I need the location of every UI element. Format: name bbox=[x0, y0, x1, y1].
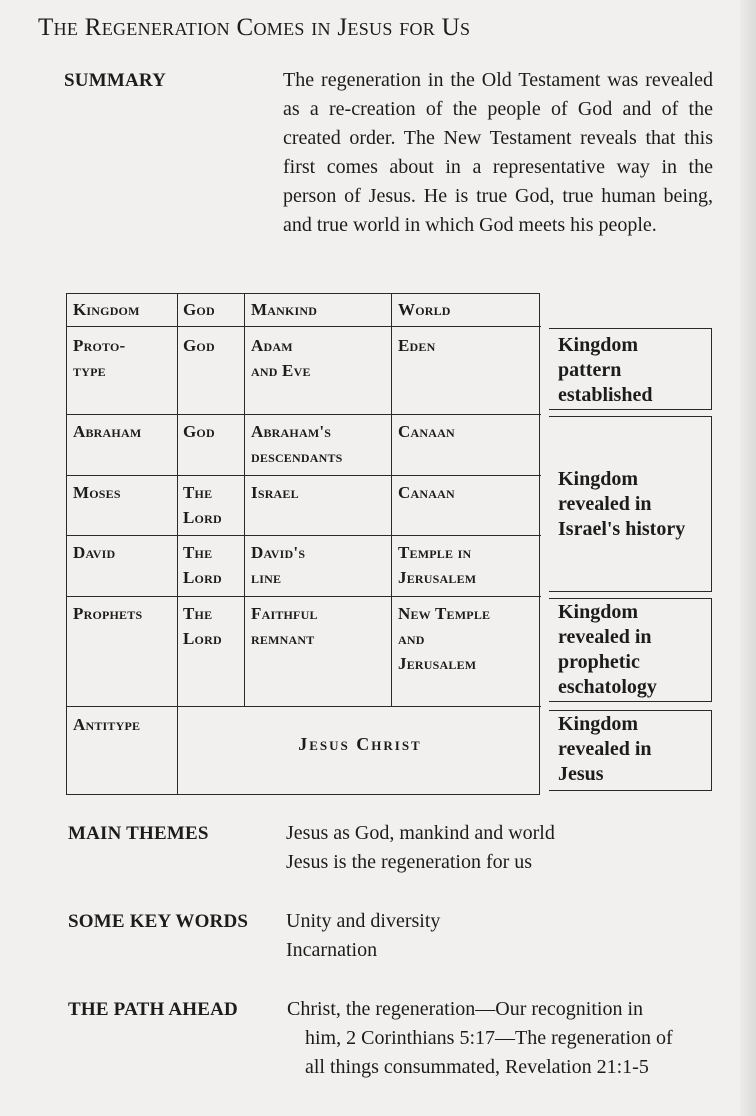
cell-god: The Lord bbox=[183, 543, 222, 587]
kingdom-table bbox=[66, 293, 540, 795]
row-label-david: David bbox=[73, 543, 116, 562]
row-label-moses: Moses bbox=[73, 483, 121, 502]
table-rule bbox=[67, 535, 541, 536]
page-edge-shadow bbox=[740, 0, 756, 1116]
cell-mankind: Israel bbox=[251, 483, 299, 502]
side-note-prophetic: Kingdom revealed in prophetic eschatology bbox=[549, 598, 712, 702]
side-note-jesus: Kingdom revealed in Jesus bbox=[549, 710, 712, 791]
table-rule bbox=[67, 706, 541, 707]
main-theme-item: Jesus as God, mankind and world bbox=[286, 822, 555, 844]
summary-text: The regeneration in the Old Testament was revealed as a re-creation of the people of God and of the created order. The New Testament reveals that this first comes about in a representative way in the person of Jesus. He is true God, true human being, and true world in which God meets his people. bbox=[283, 69, 713, 236]
main-themes-label: MAIN THEMES bbox=[68, 823, 209, 844]
row-label-prototype: Proto- type bbox=[73, 336, 126, 380]
path-ahead-line: Christ, the regeneration—Our recognition in bbox=[287, 998, 644, 1020]
cell-god: God bbox=[183, 336, 215, 355]
table-rule bbox=[67, 414, 541, 415]
cell-mankind: Adam and Eve bbox=[251, 336, 311, 380]
table-rule bbox=[67, 475, 541, 476]
path-ahead-text bbox=[287, 995, 717, 1082]
page-title: The Regeneration Comes in Jesus for Us bbox=[38, 14, 471, 41]
cell-god: The Lord bbox=[183, 483, 222, 527]
row-label-antitype: Antitype bbox=[73, 715, 141, 734]
cell-jesus-christ: Jesus Christ bbox=[298, 734, 422, 754]
table-rule bbox=[67, 326, 541, 327]
cell-world: New Temple and Jerusalem bbox=[398, 604, 491, 673]
main-theme-item: Jesus is the regeneration for us bbox=[286, 851, 533, 873]
header-god: God bbox=[183, 300, 215, 319]
row-label-prophets: Prophets bbox=[73, 604, 143, 623]
header-world: World bbox=[398, 300, 451, 319]
table-col-rule bbox=[391, 294, 392, 706]
key-word-item: Incarnation bbox=[286, 939, 378, 961]
cell-mankind: Abraham's descendants bbox=[251, 422, 343, 466]
cell-world: Canaan bbox=[398, 483, 455, 502]
header-mankind: Mankind bbox=[251, 300, 318, 319]
cell-god: God bbox=[183, 422, 215, 441]
cell-world: Canaan bbox=[398, 422, 455, 441]
side-note-israel: Kingdom revealed in Israel's history bbox=[549, 416, 712, 592]
side-note-pattern: Kingdom pattern established bbox=[549, 328, 712, 410]
header-kingdom: Kingdom bbox=[73, 300, 140, 319]
path-ahead-line: all things consummated, Revelation 21:1-5 bbox=[305, 1056, 649, 1078]
key-word-item: Unity and diversity bbox=[286, 910, 441, 932]
cell-mankind: David's line bbox=[251, 543, 306, 587]
table-rule bbox=[67, 596, 541, 597]
table-col-rule bbox=[177, 294, 178, 794]
key-words-label: SOME KEY WORDS bbox=[68, 911, 249, 932]
summary-label: SUMMARY bbox=[64, 70, 167, 91]
cell-world: Eden bbox=[398, 336, 436, 355]
row-label-abraham: Abraham bbox=[73, 422, 142, 441]
cell-world: Temple in Jerusalem bbox=[398, 543, 477, 587]
path-ahead-label: THE PATH AHEAD bbox=[68, 999, 238, 1020]
path-ahead-line: him, 2 Corinthians 5:17—The regeneration of bbox=[305, 1027, 673, 1049]
cell-god: The Lord bbox=[183, 604, 222, 648]
cell-mankind: Faithful remnant bbox=[251, 604, 318, 648]
table-col-rule bbox=[244, 294, 245, 706]
